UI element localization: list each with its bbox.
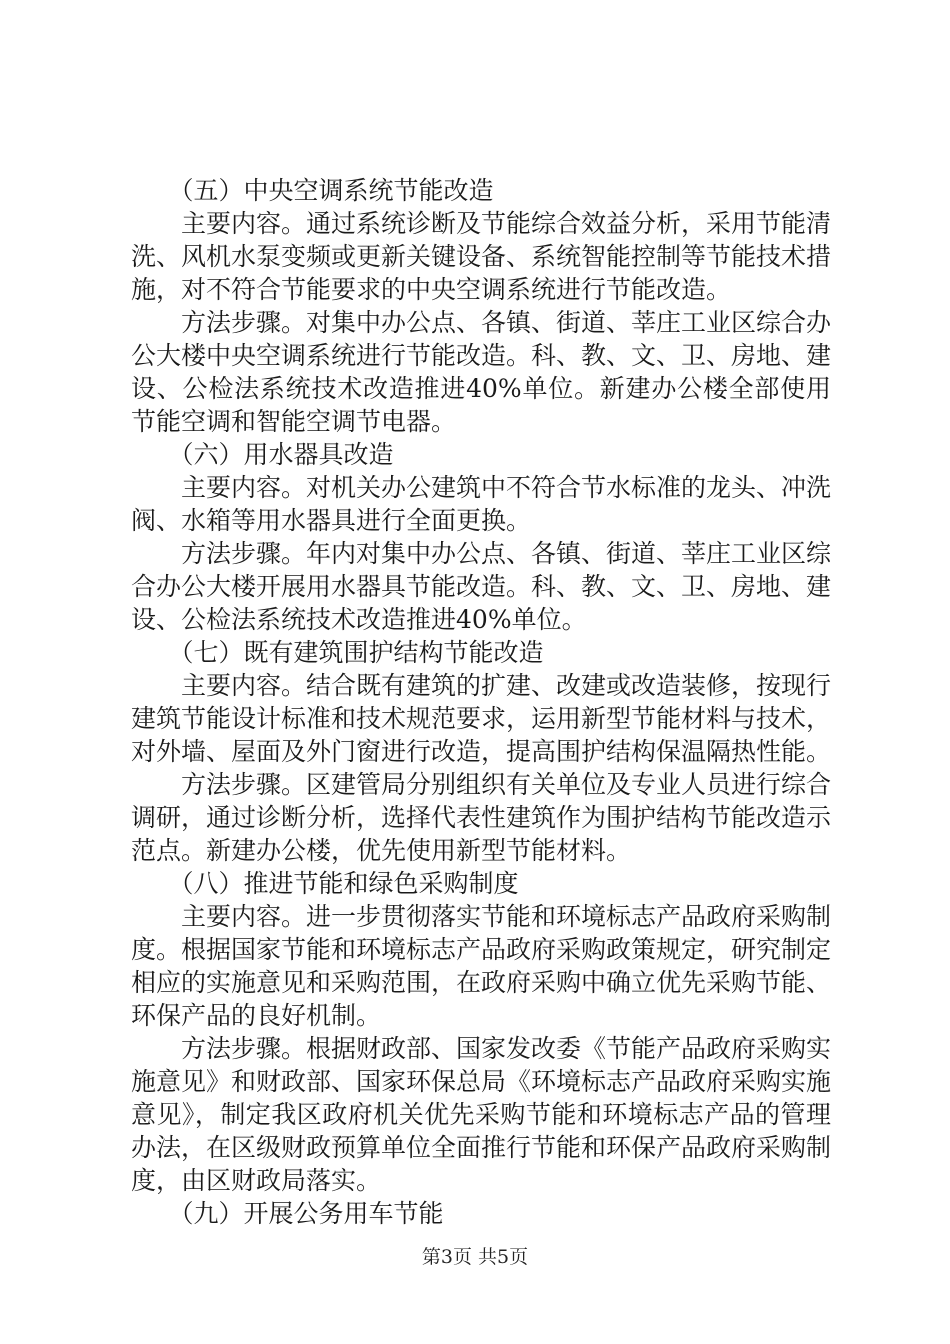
paragraph-method-steps-7: 方法步骤。区建管局分别组织有关单位及专业人员进行综合调研，通过诊断分析，选择代表性建筑作为围护结构节能改造示范点。新建办公楼，优先使用新型节能材料。 xyxy=(131,770,832,865)
paragraph-main-content-5: 主要内容。通过系统诊断及节能综合效益分析，采用节能清洗、风机水泵变频或更新关键设备、系统智能控制等节能技术措施，对不符合节能要求的中央空调系统进行节能改造。 xyxy=(131,209,832,304)
document-body xyxy=(131,174,831,1230)
section-heading-5: （五）中央空调系统节能改造 xyxy=(168,176,494,205)
section-heading-8: （八）推进节能和绿色采购制度 xyxy=(168,869,519,898)
paragraph-method-steps-6: 方法步骤。年内对集中办公点、各镇、街道、莘庄工业区综合办公大楼开展用水器具节能改造。科、教、文、卫、房地、建设、公检法系统技术改造推进40%单位。 xyxy=(131,539,832,634)
page-footer: 第3页 共5页 xyxy=(421,1246,529,1268)
paragraph-main-content-6: 主要内容。对机关办公建筑中不符合节水标准的龙头、冲洗阀、水箱等用水器具进行全面更换。 xyxy=(131,473,832,535)
section-heading-9: （九）开展公务用车节能 xyxy=(168,1199,444,1228)
section-heading-6: （六）用水器具改造 xyxy=(168,440,394,469)
paragraph-main-content-8: 主要内容。进一步贯彻落实节能和环境标志产品政府采购制度。根据国家节能和环境标志产品政府采购政策规定，研究制定相应的实施意见和采购范围，在政府采购中确立优先采购节能、环保产品的良好机制。 xyxy=(131,902,832,1030)
paragraph-method-steps-5: 方法步骤。对集中办公点、各镇、街道、莘庄工业区综合办公大楼中央空调系统进行节能改造。科、教、文、卫、房地、建设、公检法系统技术改造推进40%单位。新建办公楼全部使用节能空调和智能空调节电器。 xyxy=(131,308,832,436)
section-heading-7: （七）既有建筑围护结构节能改造 xyxy=(168,638,544,667)
paragraph-main-content-7: 主要内容。结合既有建筑的扩建、改建或改造装修，按现行建筑节能设计标准和技术规范要求，运用新型节能材料与技术，对外墙、屋面及外门窗进行改造，提高围护结构保温隔热性能。 xyxy=(131,671,832,766)
paragraph-method-steps-8: 方法步骤。根据财政部、国家发改委《节能产品政府采购实施意见》和财政部、国家环保总局《环境标志产品政府采购实施意见》，制定我区政府机关优先采购节能和环境标志产品的管理办法，在区级财政预算单位全面推行节能和环保产品政府采购制度，由区财政局落实。 xyxy=(131,1034,832,1195)
